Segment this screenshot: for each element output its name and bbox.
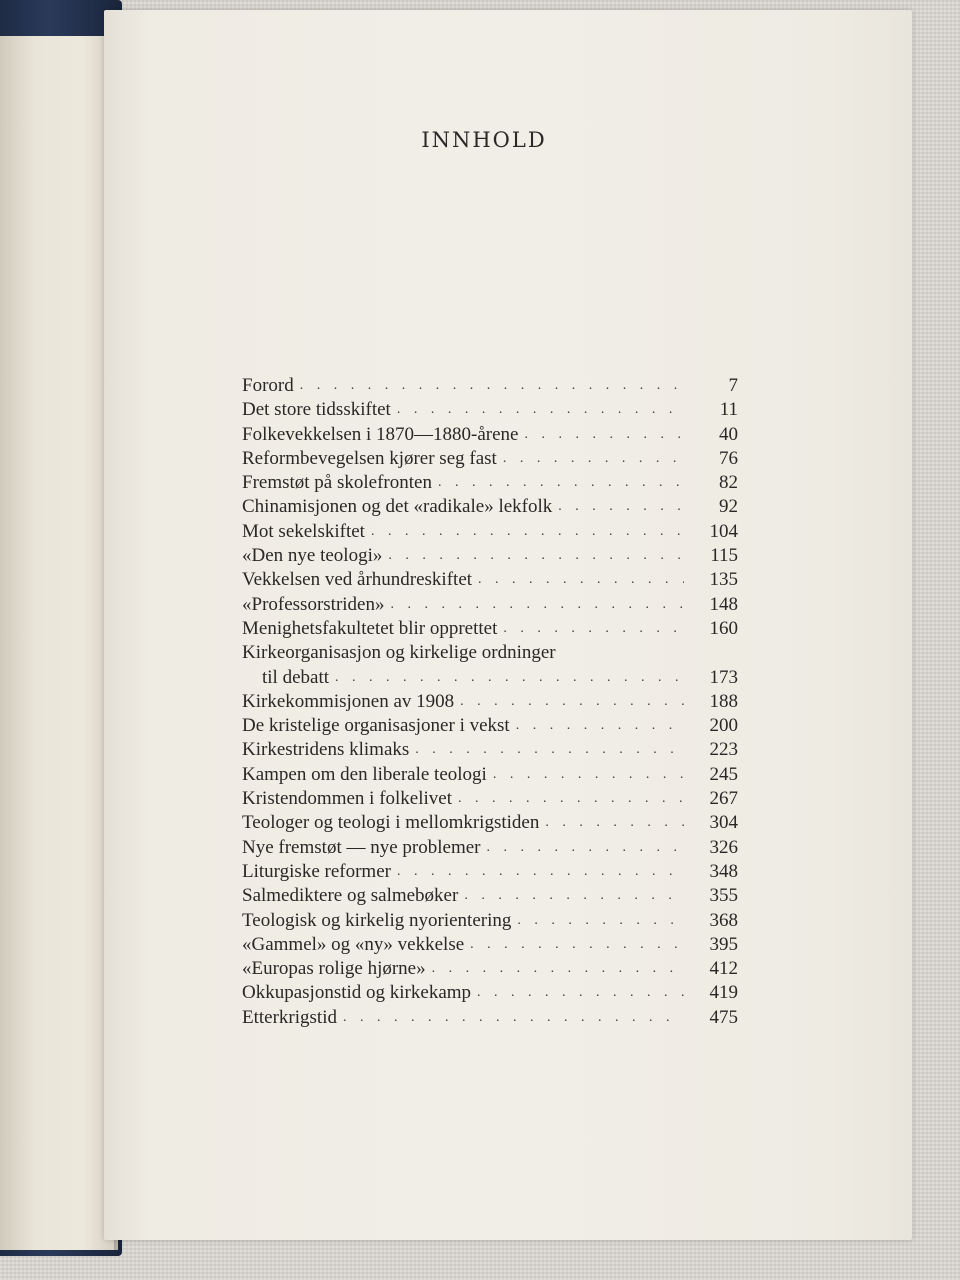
toc-entry — [242, 909, 738, 933]
toc-entry — [242, 471, 738, 495]
toc-page-number: 475 — [709, 1006, 738, 1028]
toc-leader-dots — [477, 981, 684, 1005]
toc-entry-title: «Gammel» og «ny» vekkelse — [242, 933, 465, 955]
toc-entry — [242, 544, 738, 568]
toc-entry-title: Kampen om den liberale teologi — [242, 763, 487, 785]
toc-entry — [242, 495, 738, 519]
toc-leader-dots — [397, 398, 684, 422]
toc-entry-title: Kirkekommisjonen av 1908 — [242, 690, 455, 712]
toc-entry — [242, 374, 738, 398]
toc-leader-dots — [545, 811, 684, 835]
toc-page-number: 412 — [709, 958, 738, 980]
toc-entry-title: Etterkrigstid — [242, 1006, 337, 1028]
toc-page-number: 40 — [719, 423, 738, 445]
toc-entry — [242, 398, 738, 422]
toc-leader-dots — [300, 374, 684, 398]
toc-entry-title: Teologisk og kirkelig nyorientering — [242, 909, 512, 931]
toc-entry — [242, 811, 738, 835]
toc-page-number: 76 — [719, 447, 738, 469]
toc-leader-dots — [458, 787, 684, 811]
toc-entry-title: Kirkeorganisasjon og kirkelige ordninger — [242, 642, 556, 664]
toc-entry — [242, 836, 738, 860]
toc-entry — [242, 593, 738, 617]
left-page — [0, 36, 118, 1250]
toc-entry-title: Salmediktere og salmebøker — [242, 885, 459, 907]
table-of-contents — [242, 374, 738, 1030]
toc-page-number: 104 — [709, 520, 738, 542]
toc-page-number: 223 — [709, 739, 738, 761]
toc-entry-title: Det store tidsskiftet — [242, 399, 391, 421]
toc-page-number: 245 — [709, 763, 738, 785]
toc-page-number: 395 — [709, 933, 738, 955]
toc-leader-dots — [516, 714, 684, 738]
toc-entry — [242, 568, 738, 592]
page-title: INNHOLD — [421, 128, 547, 152]
toc-leader-dots — [460, 690, 684, 714]
toc-entry-title: Okkupasjonstid og kirkekamp — [242, 982, 472, 1004]
toc-page-number: 304 — [709, 812, 738, 834]
toc-entry — [242, 884, 738, 908]
toc-leader-dots — [503, 617, 684, 641]
toc-entry-title: Kristendommen i folkelivet — [242, 788, 453, 810]
toc-page-number: 348 — [709, 860, 738, 882]
toc-entry-title: Teologer og teologi i mellomkrigstiden — [242, 812, 540, 834]
toc-page-number: 135 — [709, 569, 738, 591]
toc-page-number: 173 — [709, 666, 738, 688]
toc-entry-title: «Professorstriden» — [242, 593, 385, 615]
toc-entry — [242, 738, 738, 762]
toc-entry — [242, 690, 738, 714]
toc-leader-dots — [517, 909, 684, 933]
toc-page-number: 326 — [709, 836, 738, 858]
toc-leader-dots — [438, 471, 684, 495]
toc-leader-dots — [335, 666, 684, 690]
toc-entry — [242, 617, 738, 641]
toc-entry — [242, 763, 738, 787]
toc-entry-title: Mot sekelskiftet — [242, 520, 365, 542]
toc-leader-dots — [390, 593, 684, 617]
contents-page — [104, 10, 912, 1240]
toc-page-number: 115 — [710, 545, 738, 567]
toc-page-number: 355 — [709, 885, 738, 907]
toc-entry-title: Nye fremstøt — nye problemer — [242, 836, 481, 858]
toc-entry-title: «Europas rolige hjørne» — [242, 958, 426, 980]
toc-page-number: 82 — [719, 472, 738, 494]
toc-leader-dots — [503, 447, 684, 471]
toc-page-number: 148 — [709, 593, 738, 615]
toc-leader-dots — [388, 544, 684, 568]
toc-entry-title: Forord — [242, 375, 294, 396]
toc-entry-title: Fremstøt på skolefronten — [242, 472, 432, 494]
toc-entry — [242, 447, 738, 471]
toc-entry-title: Chinamisjonen og det «radikale» lekfolk — [242, 496, 553, 518]
toc-entry — [242, 641, 738, 690]
toc-entry-title: De kristelige organisasjoner i vekst — [242, 715, 510, 737]
toc-entry-title: Reformbevegelsen kjører seg fast — [242, 447, 497, 469]
toc-leader-dots — [470, 933, 684, 957]
toc-leader-dots — [464, 884, 684, 908]
toc-entry — [242, 423, 738, 447]
toc-page-number: 267 — [709, 788, 738, 810]
toc-entry — [242, 1006, 738, 1030]
toc-entry-title: Folkevekkelsen i 1870—1880-årene — [242, 423, 519, 445]
toc-page-number: 160 — [709, 617, 738, 639]
toc-entry — [242, 981, 738, 1005]
toc-entry-title: «Den nye teologi» — [242, 545, 383, 567]
toc-entry-title: Menighetsfakultetet blir opprettet — [242, 617, 498, 639]
toc-leader-dots — [415, 738, 684, 762]
toc-leader-dots — [397, 860, 684, 884]
toc-page-number: 200 — [709, 715, 738, 737]
toc-entry — [242, 714, 738, 738]
toc-page-number: 419 — [709, 982, 738, 1004]
toc-leader-dots — [343, 1006, 684, 1030]
toc-entry-title: Kirkestridens klimaks — [242, 739, 410, 761]
toc-leader-dots — [432, 957, 684, 981]
toc-page-number: 368 — [709, 909, 738, 931]
toc-entry-title: Liturgiske reformer — [242, 860, 391, 882]
toc-page-number: 11 — [719, 399, 738, 421]
toc-leader-dots — [558, 495, 684, 519]
toc-entry — [242, 520, 738, 544]
toc-page-number: 92 — [719, 496, 738, 518]
toc-entry-continuation-line — [242, 666, 738, 690]
toc-entry — [242, 957, 738, 981]
toc-leader-dots — [478, 568, 684, 592]
toc-entry — [242, 933, 738, 957]
toc-page-number: 7 — [728, 375, 738, 396]
toc-leader-dots — [524, 423, 684, 447]
toc-entry — [242, 860, 738, 884]
toc-leader-dots — [486, 836, 684, 860]
toc-entry-title-continuation: til debatt — [262, 666, 330, 688]
toc-entry-title: Vekkelsen ved århundreskiftet — [242, 569, 473, 591]
toc-leader-dots — [493, 763, 684, 787]
toc-entry — [242, 787, 738, 811]
toc-page-number: 188 — [709, 690, 738, 712]
toc-leader-dots — [371, 520, 684, 544]
